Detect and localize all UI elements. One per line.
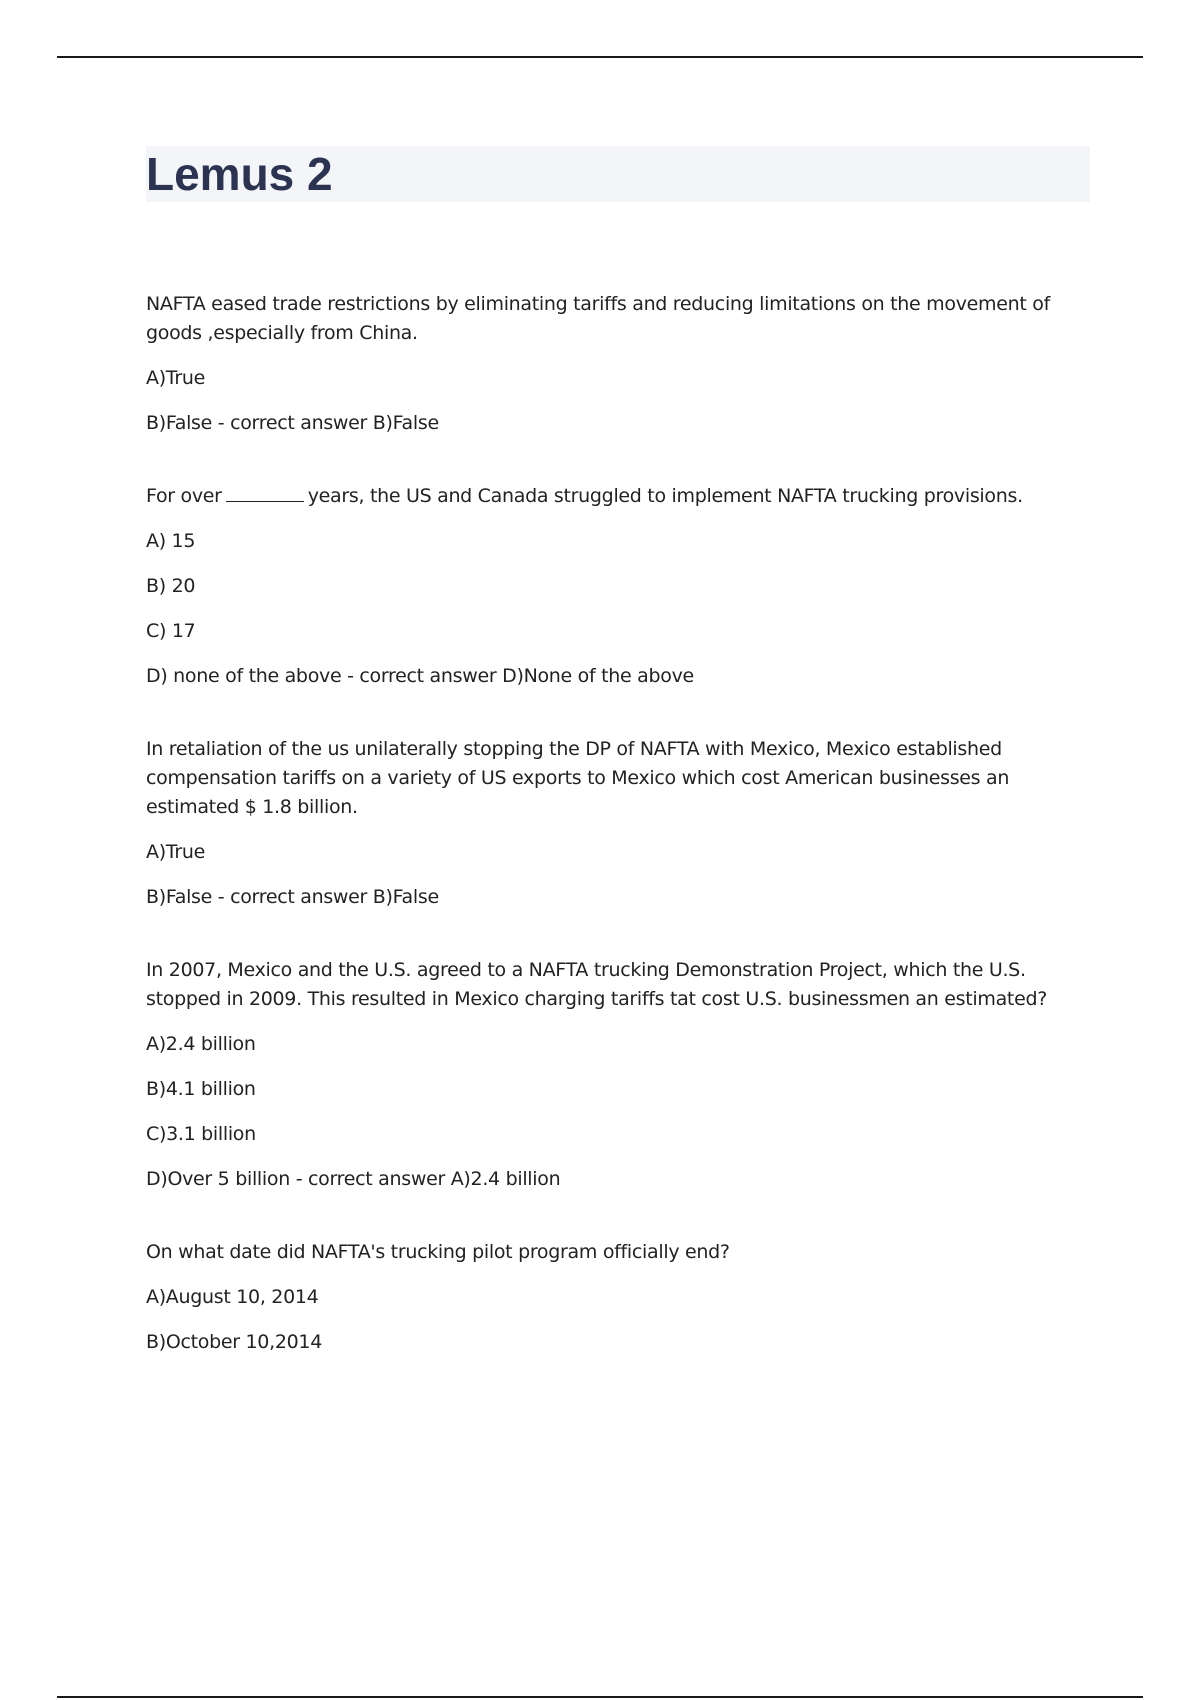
document-title: Lemus 2 xyxy=(146,148,333,200)
question-1 xyxy=(146,290,1086,438)
fill-in-blank xyxy=(226,485,304,502)
answer-option: C) 17 xyxy=(146,620,196,642)
questions-container xyxy=(146,290,1086,1357)
top-rule xyxy=(57,56,1143,58)
question-text: On what date did NAFTA's trucking pilot program officially end? xyxy=(146,1241,730,1263)
answer-option: D)Over 5 billion - correct answer A)2.4 billion xyxy=(146,1168,561,1190)
answer-option: A) 15 xyxy=(146,530,196,552)
answer-option: B) 20 xyxy=(146,575,196,597)
question-2 xyxy=(146,482,1086,691)
question-text: NAFTA eased trade restrictions by eliminating tariffs and reducing limitations on the movement of goods ,especially from China. xyxy=(146,293,1050,344)
question-4 xyxy=(146,956,1086,1194)
bottom-rule xyxy=(57,1696,1143,1698)
question-5 xyxy=(146,1238,1086,1357)
question-text-start: For over xyxy=(146,485,222,507)
answer-option: B)October 10,2014 xyxy=(146,1331,322,1353)
answer-option: A)2.4 billion xyxy=(146,1033,256,1055)
answer-option: A)True xyxy=(146,367,205,389)
question-text: In retaliation of the us unilaterally stopping the DP of NAFTA with Mexico, Mexico established compensation tariffs on a variety of US exports to Mexico which cost American businesses an estimated $ 1.8 billion. xyxy=(146,738,1010,818)
answer-option: A)True xyxy=(146,841,205,863)
question-text: In 2007, Mexico and the U.S. agreed to a NAFTA trucking Demonstration Project, which the U.S. stopped in 2009. This resulted in Mexico charging tariffs tat cost U.S. businessmen an estimated? xyxy=(146,959,1048,1010)
answer-option: D) none of the above - correct answer D)None of the above xyxy=(146,665,694,687)
question-3 xyxy=(146,735,1086,912)
answer-option: C)3.1 billion xyxy=(146,1123,256,1145)
answer-option: A)August 10, 2014 xyxy=(146,1286,319,1308)
question-text xyxy=(146,482,1086,511)
question-text-end: years, the US and Canada struggled to implement NAFTA trucking provisions. xyxy=(307,485,1023,507)
answer-option: B)4.1 billion xyxy=(146,1078,256,1100)
answer-option: B)False - correct answer B)False xyxy=(146,886,439,908)
answer-option: B)False - correct answer B)False xyxy=(146,412,439,434)
